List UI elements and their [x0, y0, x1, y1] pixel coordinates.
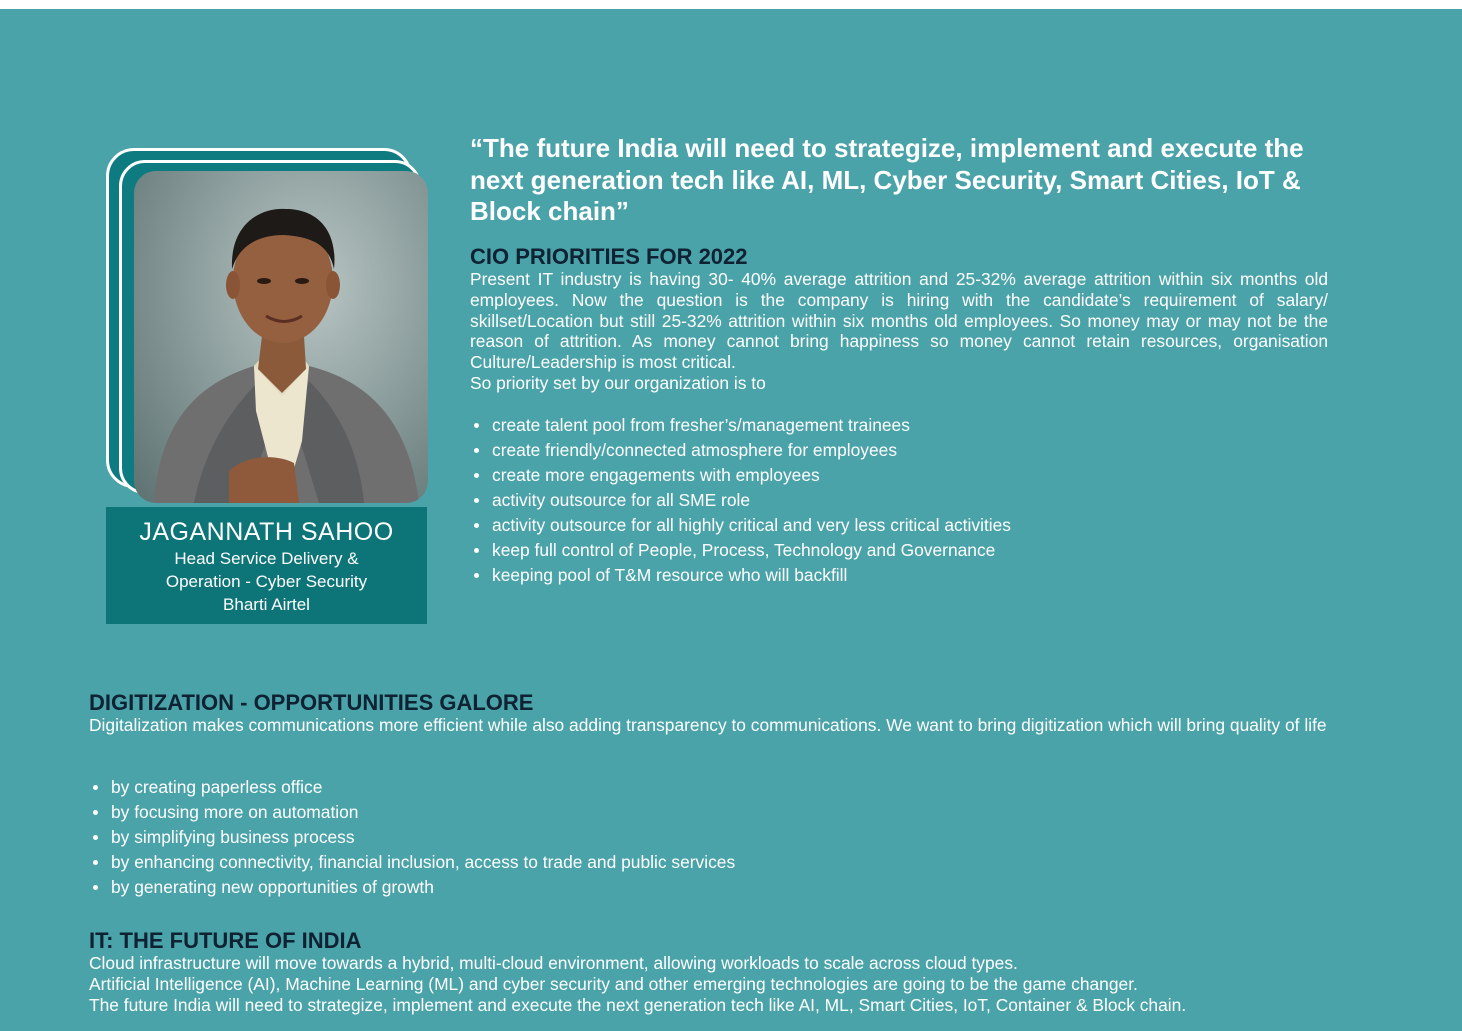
list-item: by simplifying business process: [89, 825, 735, 850]
list-item: by generating new opportunities of growth: [89, 875, 735, 900]
cio-priorities-heading: CIO PRIORITIES FOR 2022: [470, 244, 748, 269]
article-page: [0, 9, 1462, 1031]
person-name: JAGANNATH SAHOO: [139, 518, 394, 546]
digitization-heading: DIGITIZATION - OPPORTUNITIES GALORE: [89, 690, 534, 715]
list-item: activity outsource for all SME role: [470, 488, 1011, 513]
list-item: by enhancing connectivity, financial inclusion, access to trade and public services: [89, 850, 735, 875]
person-role-line-2: Operation - Cyber Security: [165, 572, 368, 591]
cio-priorities-intro: So priority set by our organization is to: [470, 373, 766, 393]
digitization-list: [89, 775, 735, 900]
cio-priorities-paragraph: Present IT industry is having 30- 40% average attrition and 25-32% average attrition within six months old employees. Now the question is the company is hiring with the candidate’s requirement of salary/ skillset/Location but still 25-32% attrition within six months old employees. So money may or may not be the reason of attrition. As money cannot bring happiness so money cannot retain resources, organisation Culture/Leadership is most critical.: [470, 269, 1328, 373]
list-item: keep full control of People, Process, Technology and Governance: [470, 538, 1011, 563]
list-item: by creating paperless office: [89, 775, 735, 800]
person-role-line-1: Head Service Delivery &: [174, 549, 359, 568]
digitization-paragraph: Digitalization makes communications more efficient while also adding transparency to communications. We want to bring digitization which will bring quality of life: [89, 715, 1327, 735]
future-line-2: Artificial Intelligence (AI), Machine Learning (ML) and cyber security and other emerging technologies are going to be the game changer.: [89, 974, 1138, 994]
profile-caption: [106, 507, 427, 624]
list-item: activity outsource for all highly critical and very less critical activities: [470, 513, 1011, 538]
person-company: Bharti Airtel: [223, 595, 310, 614]
future-line-1: Cloud infrastructure will move towards a hybrid, multi-cloud environment, allowing workloads to scale across cloud types.: [89, 953, 1018, 973]
profile-photo-frame: [106, 139, 428, 503]
list-item: create talent pool from fresher’s/management trainees: [470, 413, 1011, 438]
list-item: by focusing more on automation: [89, 800, 735, 825]
future-line-3: The future India will need to strategize, implement and execute the next generation tech like AI, ML, Smart Cities, IoT, Container & Block chain.: [89, 995, 1187, 1015]
profile-photo: [134, 171, 428, 503]
list-item: create more engagements with employees: [470, 463, 1011, 488]
pull-quote: “The future India will need to strategize, implement and execute the next generation tech like AI, ML, Cyber Security, Smart Cities, IoT & Block chain”: [470, 133, 1304, 226]
future-heading: IT: THE FUTURE OF INDIA: [89, 928, 362, 953]
list-item: keeping pool of T&M resource who will backfill: [470, 563, 1011, 588]
cio-priorities-list: [470, 413, 1011, 588]
list-item: create friendly/connected atmosphere for employees: [470, 438, 1011, 463]
